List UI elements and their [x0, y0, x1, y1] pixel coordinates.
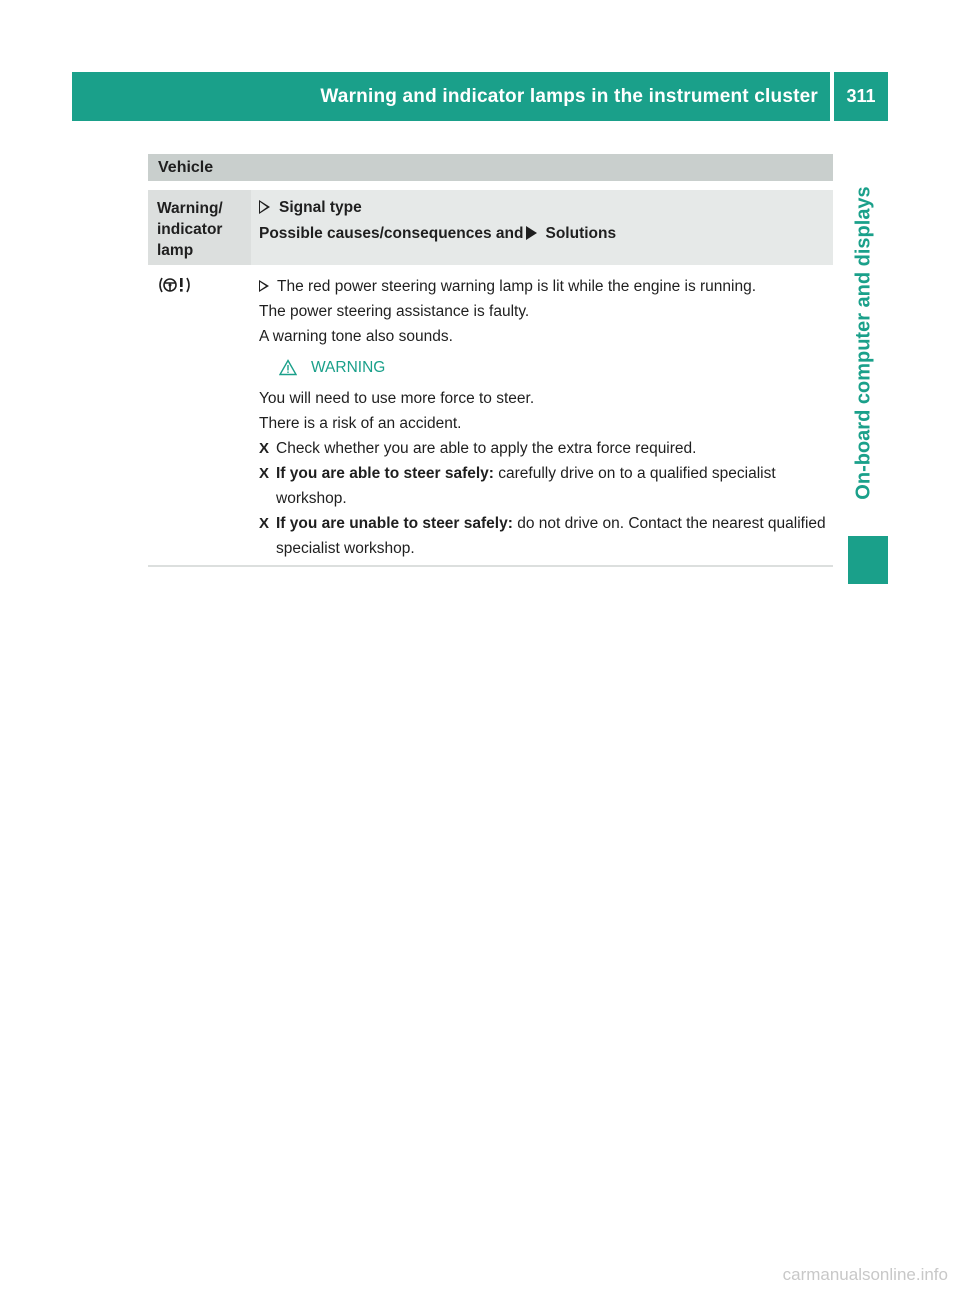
column-header-lamp-line: Warning/ — [157, 200, 223, 217]
cause-text: The power steering assistance is faulty. — [259, 303, 530, 320]
solution-arrow-icon — [526, 226, 537, 240]
solutions-label: Solutions — [545, 225, 617, 242]
warning-heading — [279, 355, 829, 380]
warning-text: You will need to use more force to steer. — [259, 390, 535, 407]
step-condition: If you are able to steer safely: — [276, 465, 494, 482]
table-section-title: Vehicle — [148, 154, 833, 181]
description-cell — [259, 274, 829, 561]
side-tab-block — [848, 536, 888, 584]
power-steering-warning-icon — [156, 276, 192, 294]
column-header-lamp-line: indicator — [157, 221, 223, 238]
warning-text: There is a risk of an accident. — [259, 415, 462, 432]
signal-arrow-icon — [259, 280, 269, 292]
solution-step — [259, 461, 829, 511]
step-text: do not drive on. Contact the nearest qualified specialist workshop. — [276, 515, 826, 557]
warning-label: WARNING — [311, 359, 386, 376]
causes-label: Possible causes/consequences and — [259, 225, 524, 242]
cause-text: A warning tone also sounds. — [259, 328, 453, 345]
solution-step — [259, 511, 829, 561]
side-tab-label: On-board computer and displays — [852, 186, 875, 500]
step-text: carefully drive on to a qualified specialist workshop. — [276, 465, 776, 507]
page-number: 311 — [834, 72, 888, 121]
step-text: Check whether you are able to apply the extra force required. — [276, 440, 697, 457]
footer-watermark: carmanualsonline.info — [782, 1265, 948, 1284]
step-bullet-icon: X — [259, 440, 270, 457]
column-header-lamp-line: lamp — [157, 242, 194, 259]
step-bullet-icon: X — [259, 515, 270, 532]
step-bullet-icon: X — [259, 465, 270, 482]
page-header-title: Warning and indicator lamps in the instrument cluster — [72, 72, 830, 121]
column-header-description — [251, 190, 833, 265]
signal-text: The red power steering warning lamp is lit while the engine is running. — [277, 278, 757, 295]
warning-triangle-icon — [279, 359, 297, 376]
solution-step — [259, 436, 829, 461]
signal-arrow-icon — [259, 200, 270, 214]
side-tab — [844, 123, 884, 563]
table-bottom-rule — [148, 565, 833, 567]
step-condition: If you are unable to steer safely: — [276, 515, 513, 532]
signal-type-label: Signal type — [279, 199, 362, 216]
column-header-lamp — [148, 190, 251, 265]
